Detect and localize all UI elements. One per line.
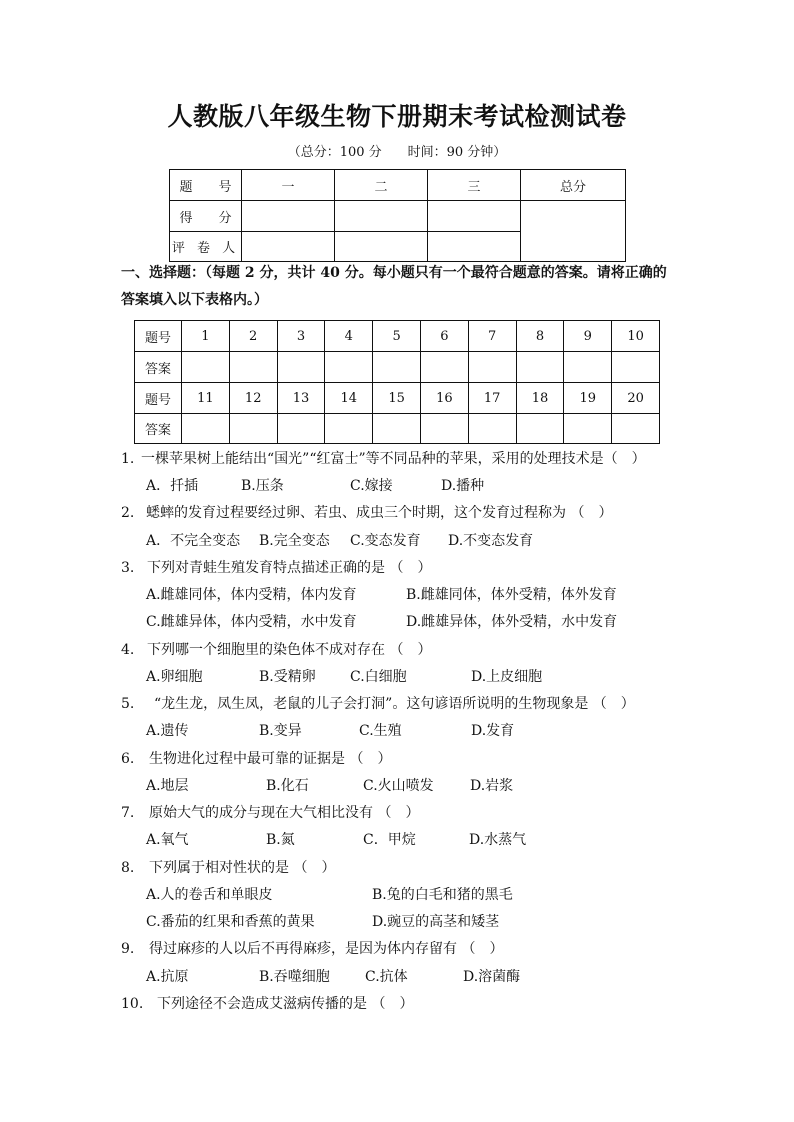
- score-col-part-3: 三: [428, 170, 521, 201]
- grid-number: 8: [516, 321, 564, 352]
- score-col-part-1: 一: [242, 170, 335, 201]
- grid-number-label: 题号: [135, 383, 182, 414]
- answer-grid-number-row: [135, 321, 660, 352]
- grid-answer-cell: [277, 414, 325, 444]
- score-col-total: 总分: [521, 170, 626, 201]
- score-cell: [242, 201, 335, 232]
- grid-number-label: 题号: [135, 321, 182, 352]
- option-b: B.兔的白毛和猪的黑毛: [372, 887, 513, 903]
- option-a: A.遗传: [146, 723, 189, 739]
- grid-answer-cell: [468, 352, 516, 383]
- option-b: B.压条: [241, 478, 284, 494]
- question-stem: 原始大气的成分与现在大气相比没有 （ ）: [149, 805, 420, 821]
- grid-number: 14: [325, 383, 373, 414]
- option-d: D.岩浆: [470, 778, 514, 794]
- question-number: 10.: [121, 996, 144, 1012]
- answer-grid-number-row: [135, 383, 660, 414]
- grid-answer-cell: [420, 352, 468, 383]
- question-stem: 一棵苹果树上能结出“国光”“红富士”等不同品种的苹果，采用的处理技术是（ ）: [141, 451, 646, 467]
- grid-answer-label: 答案: [135, 352, 182, 383]
- option-c: C.嫁接: [350, 478, 393, 494]
- option-c: C．甲烷: [363, 832, 416, 848]
- option-d: D.溶菌酶: [463, 969, 521, 985]
- question-number: 5.: [121, 696, 135, 712]
- option-d: D.播种: [441, 478, 485, 494]
- question-number: 2.: [121, 505, 135, 521]
- score-cell: [428, 201, 521, 232]
- option-a: A.卵细胞: [146, 669, 203, 685]
- answer-grid: [134, 320, 660, 444]
- score-label-score: 得 分: [170, 201, 242, 232]
- option-d: D.上皮细胞: [471, 669, 543, 685]
- option-d: D.不变态发育: [448, 533, 534, 549]
- question-number: 6.: [121, 751, 135, 767]
- grid-number: 16: [420, 383, 468, 414]
- grid-number: 7: [468, 321, 516, 352]
- grader-cell: [428, 232, 521, 262]
- option-a: A.雌雄同体，体内受精，体内发育: [146, 587, 357, 603]
- option-b: B.雌雄同体，体外受精，体外发育: [406, 587, 617, 603]
- score-col-part-2: 二: [335, 170, 428, 201]
- exam-info: （总分：100 分 时间：90 分钟）: [287, 145, 507, 160]
- option-d: D.水蒸气: [469, 832, 527, 848]
- grid-answer-cell: [182, 414, 230, 444]
- option-d: D.雌雄异体，体外受精，水中发育: [406, 614, 618, 630]
- grid-number: 11: [182, 383, 230, 414]
- grid-answer-cell: [373, 352, 421, 383]
- score-label-question-number: 题 号: [170, 170, 242, 201]
- grid-number: 15: [373, 383, 421, 414]
- option-a: A．扦插: [146, 478, 199, 494]
- grid-number: 17: [468, 383, 516, 414]
- option-a: A．不完全变态: [146, 533, 241, 549]
- option-c: C.雌雄异体，体内受精，水中发育: [146, 614, 357, 630]
- total-score-cell: [521, 201, 626, 262]
- option-b: B.氮: [266, 832, 295, 848]
- grid-answer-cell: [420, 414, 468, 444]
- option-c: C.火山喷发: [363, 778, 434, 794]
- grid-number: 10: [612, 321, 660, 352]
- score-cell: [335, 201, 428, 232]
- grid-number: 6: [420, 321, 468, 352]
- score-label-grader: 评 卷 人: [170, 232, 242, 262]
- grid-answer-cell: [564, 352, 612, 383]
- grid-number: 20: [612, 383, 660, 414]
- grid-answer-cell: [277, 352, 325, 383]
- grid-number: 5: [373, 321, 421, 352]
- option-b: B.完全变态: [259, 533, 330, 549]
- grid-answer-cell: [612, 352, 660, 383]
- grid-answer-cell: [612, 414, 660, 444]
- grid-answer-cell: [516, 414, 564, 444]
- grader-cell: [335, 232, 428, 262]
- option-c: C.番茄的红果和香蕉的黄果: [146, 914, 315, 930]
- question-stem: 蟋蟀的发育过程要经过卵、若虫、成虫三个时期，这个发育过程称为 （ ）: [146, 505, 613, 521]
- question-stem: 下列属于相对性状的是 （ ）: [149, 860, 336, 876]
- question-stem: 生物进化过程中最可靠的证据是 （ ）: [149, 751, 392, 767]
- question-number: 8.: [121, 860, 135, 876]
- option-a: A.地层: [146, 778, 189, 794]
- question-number: 9.: [121, 941, 135, 957]
- grid-number: 18: [516, 383, 564, 414]
- option-a: A.抗原: [146, 969, 189, 985]
- grid-number: 1: [182, 321, 230, 352]
- option-b: B.吞噬细胞: [259, 969, 330, 985]
- grid-answer-cell: [468, 414, 516, 444]
- grid-number: 2: [229, 321, 277, 352]
- option-b: B.变异: [259, 723, 302, 739]
- question-stem: 得过麻疹的人以后不再得麻疹，是因为体内存留有 （ ）: [149, 941, 504, 957]
- option-c: C.变态发育: [350, 533, 421, 549]
- option-d: D.豌豆的高茎和矮茎: [372, 914, 500, 930]
- option-b: B.受精卵: [259, 669, 316, 685]
- grid-answer-cell: [325, 352, 373, 383]
- grader-cell: [242, 232, 335, 262]
- score-table: [169, 169, 626, 262]
- grid-answer-label: 答案: [135, 414, 182, 444]
- grid-answer-cell: [182, 352, 230, 383]
- question-number: 1.: [121, 451, 135, 467]
- grid-number: 19: [564, 383, 612, 414]
- question-stem: “龙生龙，凤生凤，老鼠的儿子会打洞”。这句谚语所说明的生物现象是 （ ）: [154, 696, 635, 712]
- answer-grid-answer-row: [135, 352, 660, 383]
- question-stem: 下列哪一个细胞里的染色体不成对存在 （ ）: [147, 642, 432, 658]
- option-d: D.发育: [471, 723, 515, 739]
- question-number: 7.: [121, 805, 135, 821]
- grid-number: 4: [325, 321, 373, 352]
- option-a: A.氧气: [146, 832, 189, 848]
- option-a: A.人的卷舌和单眼皮: [146, 887, 273, 903]
- grid-number: 9: [564, 321, 612, 352]
- option-c: C.白细胞: [350, 669, 407, 685]
- option-c: C.抗体: [365, 969, 408, 985]
- question-stem: 下列途径不会造成艾滋病传播的是 （ ）: [157, 996, 414, 1012]
- grid-answer-cell: [516, 352, 564, 383]
- option-b: B.化石: [266, 778, 309, 794]
- grid-answer-cell: [229, 414, 277, 444]
- exam-title: 人教版八年级生物下册期末考试检测试卷: [167, 102, 627, 131]
- grid-answer-cell: [564, 414, 612, 444]
- question-number: 3.: [121, 560, 135, 576]
- grid-answer-cell: [229, 352, 277, 383]
- grid-number: 13: [277, 383, 325, 414]
- grid-number: 12: [229, 383, 277, 414]
- grid-answer-cell: [325, 414, 373, 444]
- question-number: 4.: [121, 642, 135, 658]
- question-stem: 下列对青蛙生殖发育特点描述正确的是 （ ）: [147, 560, 432, 576]
- score-table-header-row: [170, 170, 626, 201]
- section-heading-line-2: 答案填入以下表格内。）: [121, 292, 268, 308]
- answer-grid-answer-row: [135, 414, 660, 444]
- grid-answer-cell: [373, 414, 421, 444]
- option-c: C.生殖: [359, 723, 402, 739]
- section-heading-line-1: 一、选择题：（每题 2 分，共计 40 分。每小题只有一个最符合题意的答案。请将正确的: [121, 265, 667, 281]
- score-table-score-row: [170, 201, 626, 232]
- grid-number: 3: [277, 321, 325, 352]
